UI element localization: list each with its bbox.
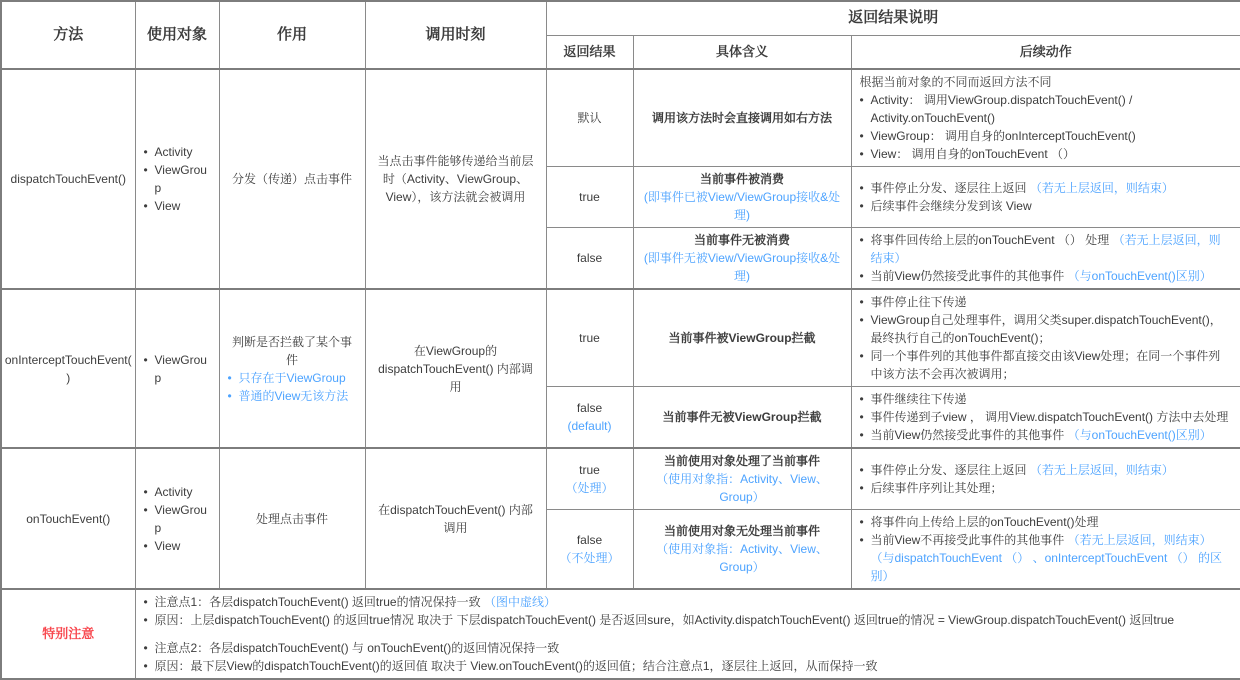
header-row-1 [1,1,1240,35]
dispatch-true-action [851,167,1240,228]
dispatch-default-result: 默认 [546,69,633,167]
action-line: • 事件传递到子view ， 调用View.dispatchTouchEvent() 方法中去处理 [860,408,1233,426]
action-line: • 当前View仍然接受此事件的其他事件 （与onTouchEvent()区别） [860,267,1233,285]
action-line: • 当前View仍然接受此事件的其他事件 （与onTouchEvent()区别） [860,426,1233,444]
target-item: • Activity [144,143,211,161]
ontouch-when: 在dispatchTouchEvent() 内部调用 [365,448,546,589]
action-line: • 后续事件序列让其处理； [860,479,1233,497]
note-line: • 原因：上层dispatchTouchEvent() 的返回true情况 取决于 下层dispatchTouchEvent() 是否返回sure，如Activity.dispatchTouchEvent() 返回true的情况 = ViewGroup.dispatchTouchEvent() 返回true [144,611,1233,629]
function-note: • 普通的View无该方法 [228,387,357,405]
col-header-result: 返回结果 [546,35,633,69]
action-line: • 同一个事件列的其他事件都直接交由该View处理；在同一个事件列中该方法不会再次被调用； [860,347,1233,383]
action-line: • ViewGroup自己处理事件，调用父类super.dispatchTouchEvent()，最终执行自己的onTouchEvent()； [860,311,1233,347]
dispatch-function: 分发（传递）点击事件 [219,69,365,289]
dispatch-default-meaning: 调用该方法时会直接调用如右方法 [633,69,851,167]
action-line: • 当前View不再接受此事件的其他事件 （若无上层返回，则结束） （与dispatchTouchEvent （） 、onInterceptTouchEvent （） 的区别） [860,531,1233,585]
action-line: • 事件停止往下传递 [860,293,1233,311]
ontouch-false-result: false （不处理） [546,510,633,590]
target-item: • View [144,197,211,215]
col-header-result-group: 返回结果说明 [546,1,1240,35]
col-header-when: 调用时刻 [365,1,546,69]
action-line: • 将事件向上传给上层的onTouchEvent()处理 [860,513,1233,531]
dispatch-true-meaning: 当前事件被消费 (即事件已被View/ViewGroup接收&处理) [633,167,851,228]
action-subline: （与dispatchTouchEvent （） 、onInterceptTouchEvent （） 的区别） [870,551,1222,583]
action-line: • 事件停止分发、逐层往上返回 （若无上层返回，则结束） [860,461,1233,479]
special-notes-label: 特别注意 [1,589,135,679]
intercept-true-result: true [546,289,633,387]
target-item: • ViewGroup [144,501,211,537]
special-notes-content [135,589,1240,679]
ontouch-targets [135,448,219,589]
row-intercept-true [1,289,1240,387]
action-line: • ViewGroup： 调用自身的onInterceptTouchEvent() [860,127,1233,145]
action-line: 根据当前对象的不同而返回方法不同 [859,75,1052,89]
method-ontouchevent: onTouchEvent() [1,448,135,589]
row-ontouch-true [1,448,1240,510]
col-header-function: 作用 [219,1,365,69]
function-note: • 只存在于ViewGroup [228,369,357,387]
dispatch-when: 当点击事件能够传递给当前层时（Activity、ViewGroup、View），该方法就会被调用 [365,69,546,289]
intercept-targets [135,289,219,448]
dispatch-default-action [851,69,1240,167]
method-dispatchtouchevent: dispatchTouchEvent() [1,69,135,289]
action-line: • Activity： 调用ViewGroup.dispatchTouchEvent() / Activity.onTouchEvent() [860,91,1233,127]
note-line: • 注意点2：各层dispatchTouchEvent() 与 onTouchEvent()的返回情况保持一致 [144,639,1233,657]
ontouch-false-action [851,510,1240,590]
action-line: • 后续事件会继续分发到该 View [860,197,1233,215]
note-line: • 注意点1：各层dispatchTouchEvent() 返回true的情况保持一致 （图中虚线） [144,593,1233,611]
dispatch-targets [135,69,219,289]
row-dispatch-default [1,69,1240,167]
intercept-true-action [851,289,1240,387]
action-line: • View： 调用自身的onTouchEvent （） [860,145,1233,163]
method-onintercepttouchevent: onInterceptTouchEvent() [1,289,135,448]
ontouch-true-result: true （处理） [546,448,633,510]
col-header-method: 方法 [1,1,135,69]
target-item: • Activity [144,483,211,501]
note-spacer [144,629,1233,639]
ontouch-true-meaning: 当前使用对象处理了当前事件 （使用对象指：Activity、View、Group） [633,448,851,510]
intercept-function: 判断是否拦截了某个事件 • 只存在于ViewGroup • 普通的View无该方法 [219,289,365,448]
col-header-action: 后续动作 [851,35,1240,69]
action-line: • 事件停止分发、逐层往上返回 （若无上层返回，则结束） [860,179,1233,197]
ontouch-function: 处理点击事件 [219,448,365,589]
row-special-notes [1,589,1240,679]
target-item: • ViewGroup [144,351,211,387]
action-line: • 将事件回传给上层的onTouchEvent （） 处理 （若无上层返回，则结束） [860,231,1233,267]
target-item: • View [144,537,211,555]
note-line: • 原因：最下层View的dispatchTouchEvent()的返回值 取决于 View.onTouchEvent()的返回值；结合注意点1，逐层往上返回，从而保持一致 [144,657,1233,675]
dispatch-false-action [851,228,1240,290]
dispatch-false-meaning: 当前事件无被消费 (即事件无被View/ViewGroup接收&处理) [633,228,851,290]
ontouch-false-meaning: 当前使用对象无处理当前事件 （使用对象指：Activity、View、Group） [633,510,851,590]
dispatch-true-result: true [546,167,633,228]
intercept-false-meaning: 当前事件无被ViewGroup拦截 [633,387,851,449]
dispatch-false-result: false [546,228,633,290]
target-item: • ViewGroup [144,161,211,197]
col-header-target: 使用对象 [135,1,219,69]
intercept-when: 在ViewGroup的 dispatchTouchEvent() 内部调用 [365,289,546,448]
intercept-false-result: false (default) [546,387,633,449]
action-line: • 事件继续往下传递 [860,390,1233,408]
ontouch-true-action [851,448,1240,510]
intercept-false-action [851,387,1240,449]
intercept-true-meaning: 当前事件被ViewGroup拦截 [633,289,851,387]
col-header-meaning: 具体含义 [633,35,851,69]
